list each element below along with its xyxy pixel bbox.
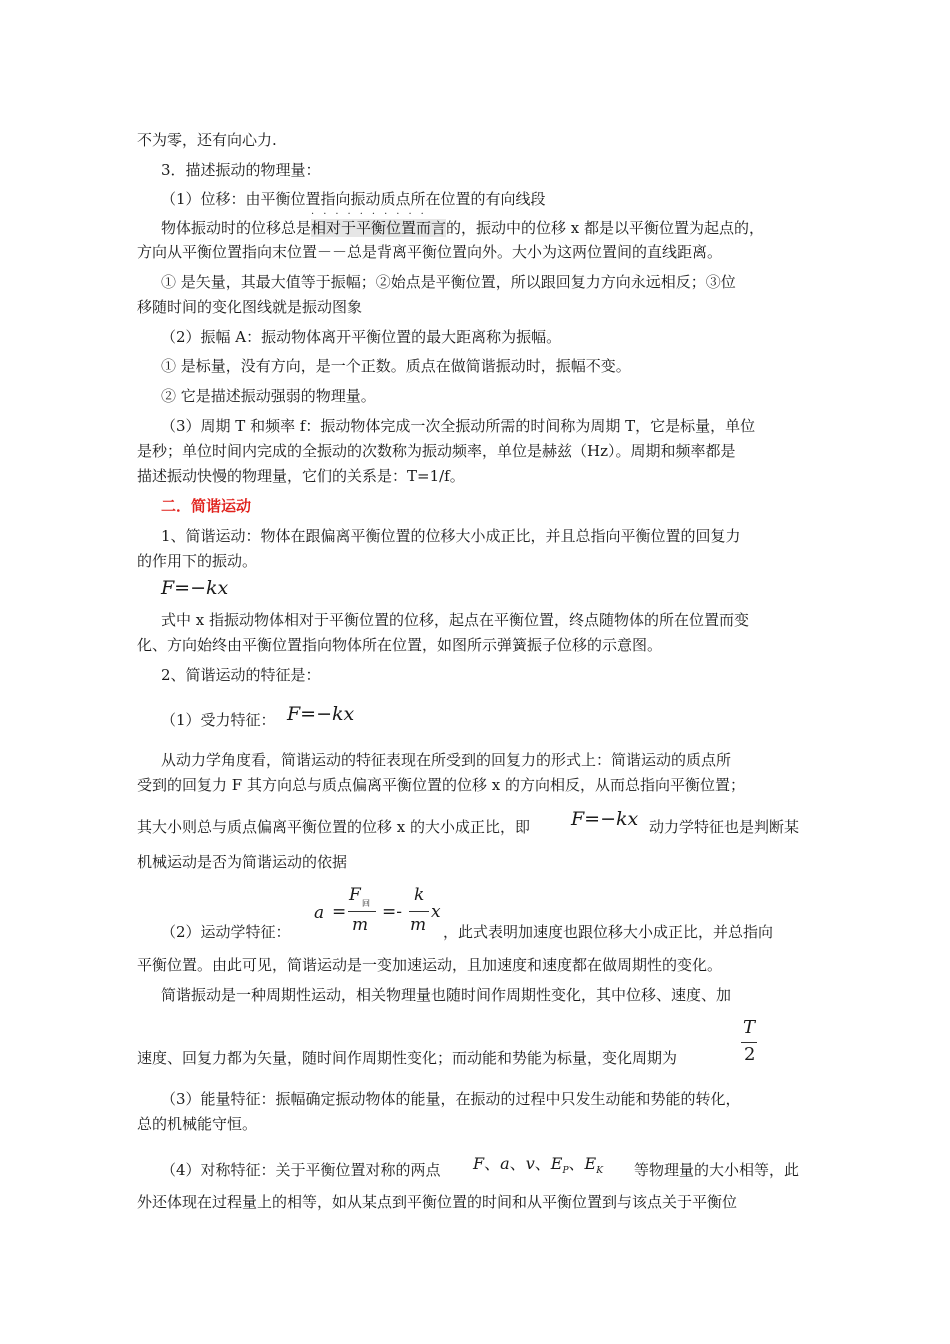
formula-hooke: F=−kx bbox=[161, 577, 229, 599]
paragraph-line: ① 是矢量，其最大值等于振幅；②始点是平衡位置，所以跟回复力方向永远相反；③位 bbox=[161, 273, 736, 291]
paragraph-line: 的作用下的振动。 bbox=[137, 552, 258, 570]
paragraph-line: 机械运动是否为简谐运动的依据 bbox=[137, 853, 348, 871]
formula-symmetric-quantities bbox=[473, 1151, 603, 1176]
emphasis-dots: ·········· bbox=[311, 209, 433, 220]
paragraph-line: ，此式表明加速度也跟位移大小成正比，并总指向 bbox=[443, 923, 774, 941]
paragraph-line: 从动力学角度看，简谐运动的特征表现在所受到的回复力的形式上：简谐运动的质点所 bbox=[161, 751, 732, 769]
separator: 、 bbox=[568, 1154, 585, 1173]
formula-numerator: k bbox=[414, 885, 425, 905]
paragraph-line: 动力学特征也是判断某 bbox=[649, 818, 800, 836]
formula-subscript: K bbox=[596, 1166, 603, 1177]
formula-symbol: =- bbox=[382, 902, 402, 922]
formula-symbol: = bbox=[332, 902, 347, 922]
formula-denominator: 2 bbox=[744, 1044, 756, 1065]
fraction-bar bbox=[741, 1042, 757, 1043]
formula-symbol: E bbox=[584, 1154, 597, 1173]
fraction-bar bbox=[409, 911, 429, 912]
formula-symbol: F bbox=[473, 1154, 485, 1173]
paragraph-line: 描述振动快慢的物理量，它们的关系是：T=1/f。 bbox=[137, 467, 465, 485]
separator: 、 bbox=[509, 1154, 526, 1173]
emphasis-text bbox=[311, 209, 447, 237]
formula-symbol: x bbox=[431, 902, 441, 922]
paragraph-line bbox=[161, 710, 276, 730]
formula-subscript: 回 bbox=[362, 899, 370, 908]
paragraph-line: （3）周期 T 和频率 f：振动物体完成一次全振动所需的时间称为周期 T，它是标量，单位 bbox=[161, 417, 756, 435]
fraction-bar bbox=[348, 911, 376, 912]
paragraph-line: （2）振幅 A：振动物体离开平衡位置的最大距离称为振幅。 bbox=[161, 328, 562, 346]
paragraph-line: 平衡位置。由此可见，简谐运动是一变加速运动，且加速度和速度都在做周期性的变化。 bbox=[137, 956, 723, 974]
formula-force-inline: F=−kx bbox=[571, 808, 639, 830]
paragraph-line: 受到的回复力 F 其方向总与质点偏离平衡位置的位移 x 的方向相反，从而总指向平衡位置； bbox=[137, 776, 745, 794]
paragraph-line: 总的机械能守恒。 bbox=[137, 1115, 258, 1133]
paragraph-line: 速度、回复力都为矢量，随时间作周期性变化；而动能和势能为标量，变化周期为 bbox=[137, 1049, 678, 1067]
formula-numerator: T bbox=[743, 1017, 756, 1038]
formula-symbol: a bbox=[500, 1154, 510, 1173]
paragraph-line: ② 它是描述振动强弱的物理量。 bbox=[161, 387, 376, 405]
paragraph-line: 移随时间的变化图线就是振动图象 bbox=[137, 298, 363, 316]
paragraph-line: 是秒；单位时间内完成的全振动的次数称为振动频率，单位是赫兹（Hz）。周期和频率都是 bbox=[137, 442, 736, 460]
formula-symbol: E bbox=[550, 1154, 563, 1173]
formula-symbol: a bbox=[314, 903, 325, 923]
paragraph-line: ① 是标量，没有方向，是一个正数。质点在做简谐振动时，振幅不变。 bbox=[161, 357, 631, 375]
formula-denominator: m bbox=[410, 915, 427, 935]
paragraph-line: 等物理量的大小相等，此 bbox=[634, 1161, 800, 1179]
paragraph-line: 式中 x 指振动物体相对于平衡位置的位移，起点在平衡位置，终点随物体的所在位置而变 bbox=[161, 611, 749, 629]
paragraph-line: 1、简谐运动：物体在跟偏离平衡位置的位移大小成正比，并且总指向平衡位置的回复力 bbox=[161, 527, 741, 545]
paragraph-line: （2）运动学特征： bbox=[161, 923, 291, 941]
paragraph-line bbox=[161, 209, 765, 238]
paragraph-line: 外还体现在过程量上的相等，如从某点到平衡位置的时间和从平衡位置到与该点关于平衡位 bbox=[137, 1193, 738, 1211]
formula-subscript: P bbox=[562, 1166, 569, 1177]
text-span: 物体振动时的位移总是 bbox=[161, 219, 312, 237]
formula-numerator: F bbox=[349, 885, 361, 905]
paragraph-line: 2、简谐运动的特征是： bbox=[161, 666, 321, 684]
paragraph-line: 化、方向始终由平衡位置指向物体所在位置，如图所示弹簧振子位移的示意图。 bbox=[137, 636, 663, 654]
paragraph-line: 简谐振动是一种周期性运动，相关物理量也随时间作周期性变化，其中位移、速度、加 bbox=[161, 986, 732, 1004]
paragraph-line: （4）对称特征：关于平衡位置对称的两点 bbox=[161, 1161, 441, 1179]
formula-denominator: m bbox=[352, 915, 369, 935]
formula-force: F=−kx bbox=[287, 703, 355, 725]
paragraph-line: （1）位移：由平衡位置指向振动质点所在位置的有向线段 bbox=[161, 190, 546, 208]
section-heading: 二．简谐运动 bbox=[161, 497, 252, 515]
separator: 、 bbox=[484, 1154, 501, 1173]
paragraph-line: （3）能量特征：振幅确定振动物体的能量，在振动的过程中只发生动能和势能的转化， bbox=[161, 1090, 741, 1108]
section-heading: 3．描述振动的物理量： bbox=[161, 161, 321, 179]
paragraph-line: 方向从平衡位置指向末位置－－总是背离平衡位置向外。大小为这两位置间的直线距离。 bbox=[137, 243, 723, 261]
text-span: 相对于平衡位置而言 bbox=[311, 219, 447, 237]
text-span: 的，振动中的位移 x 都是以平衡位置为起点的， bbox=[446, 219, 765, 237]
text-span: （1）受力特征： bbox=[161, 711, 276, 729]
paragraph-line: 其大小则总与质点偏离平衡位置的位移 x 的大小成正比，即 bbox=[137, 818, 530, 836]
separator: 、 bbox=[534, 1154, 551, 1173]
paragraph-line: 不为零，还有向心力. bbox=[137, 131, 277, 149]
formula-symbol: v bbox=[525, 1154, 535, 1173]
